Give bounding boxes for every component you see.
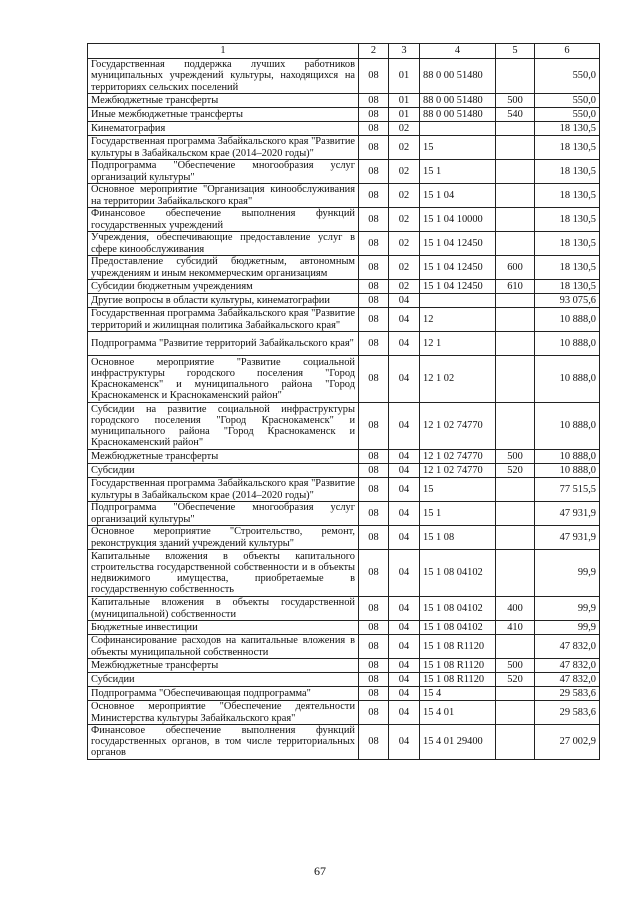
amount: 10 888,0 xyxy=(535,332,600,356)
amount: 47 931,9 xyxy=(535,502,600,526)
section-code: 08 xyxy=(359,403,389,450)
row-name: Финансовое обеспечение выполнения функций государственных учреждений xyxy=(88,208,359,232)
header-cell: 3 xyxy=(389,44,420,59)
row-name: Государственная программа Забайкальского края "Развитие культуры в Забайкальском крае (2014–2020 годы)" xyxy=(88,478,359,502)
table-row xyxy=(88,464,600,478)
table-row xyxy=(88,635,600,659)
amount: 10 888,0 xyxy=(535,308,600,332)
amount: 10 888,0 xyxy=(535,403,600,450)
section-code: 08 xyxy=(359,332,389,356)
section-code: 08 xyxy=(359,673,389,687)
target-article-code: 15 xyxy=(420,478,496,502)
page-number: 67 xyxy=(314,864,326,878)
subsection-code: 04 xyxy=(389,294,420,308)
amount: 47 832,0 xyxy=(535,659,600,673)
amount: 99,9 xyxy=(535,621,600,635)
row-name: Межбюджетные трансферты xyxy=(88,450,359,464)
amount: 18 130,5 xyxy=(535,208,600,232)
table-row xyxy=(88,526,600,550)
table-row xyxy=(88,280,600,294)
row-name: Капитальные вложения в объекты государственной (муниципальной) собственности xyxy=(88,597,359,621)
amount: 18 130,5 xyxy=(535,136,600,160)
expense-type-code: 500 xyxy=(496,659,535,673)
amount: 550,0 xyxy=(535,108,600,122)
target-article-code: 15 4 01 xyxy=(420,701,496,725)
amount: 18 130,5 xyxy=(535,232,600,256)
expense-type-code xyxy=(496,502,535,526)
target-article-code: 12 xyxy=(420,308,496,332)
target-article-code: 12 1 02 74770 xyxy=(420,450,496,464)
expense-type-code xyxy=(496,232,535,256)
subsection-code: 01 xyxy=(389,59,420,94)
table-row xyxy=(88,232,600,256)
expense-type-code xyxy=(496,478,535,502)
expense-type-code xyxy=(496,294,535,308)
table-row xyxy=(88,356,600,403)
row-name: Подпрограмма "Обеспечение многообразия услуг организаций культуры" xyxy=(88,160,359,184)
expense-type-code xyxy=(496,332,535,356)
amount: 18 130,5 xyxy=(535,184,600,208)
row-name: Субсидии xyxy=(88,464,359,478)
table-row xyxy=(88,725,600,760)
subsection-code: 04 xyxy=(389,478,420,502)
table-row xyxy=(88,94,600,108)
target-article-code: 15 1 04 xyxy=(420,184,496,208)
subsection-code: 04 xyxy=(389,526,420,550)
section-code: 08 xyxy=(359,635,389,659)
table-row xyxy=(88,450,600,464)
table-row xyxy=(88,403,600,450)
header-cell: 2 xyxy=(359,44,389,59)
section-code: 08 xyxy=(359,59,389,94)
target-article-code: 15 1 08 R1120 xyxy=(420,659,496,673)
row-name: Бюджетные инвестиции xyxy=(88,621,359,635)
row-name: Государственная программа Забайкальского края "Развитие культуры в Забайкальском крае (2014–2020 годы)" xyxy=(88,136,359,160)
subsection-code: 04 xyxy=(389,701,420,725)
header-cell: 6 xyxy=(535,44,600,59)
subsection-code: 04 xyxy=(389,464,420,478)
section-code: 08 xyxy=(359,478,389,502)
section-code: 08 xyxy=(359,184,389,208)
section-code: 08 xyxy=(359,280,389,294)
expense-type-code xyxy=(496,635,535,659)
table-row xyxy=(88,136,600,160)
subsection-code: 04 xyxy=(389,550,420,597)
amount: 550,0 xyxy=(535,94,600,108)
expense-type-code xyxy=(496,687,535,701)
amount: 18 130,5 xyxy=(535,160,600,184)
target-article-code: 15 1 08 04102 xyxy=(420,621,496,635)
table-row xyxy=(88,659,600,673)
target-article-code: 15 1 08 04102 xyxy=(420,597,496,621)
header-cell: 1 xyxy=(88,44,359,59)
section-code: 08 xyxy=(359,550,389,597)
table-row xyxy=(88,184,600,208)
subsection-code: 04 xyxy=(389,356,420,403)
target-article-code: 15 1 08 xyxy=(420,526,496,550)
expense-type-code xyxy=(496,701,535,725)
subsection-code: 04 xyxy=(389,597,420,621)
amount: 29 583,6 xyxy=(535,687,600,701)
target-article-code: 15 1 08 04102 xyxy=(420,550,496,597)
row-name: Подпрограмма "Развитие территорий Забайкальского края" xyxy=(88,332,359,356)
row-name: Межбюджетные трансферты xyxy=(88,659,359,673)
row-name: Другие вопросы в области культуры, кинематографии xyxy=(88,294,359,308)
table-body xyxy=(88,59,600,760)
table-row xyxy=(88,701,600,725)
target-article-code: 15 4 xyxy=(420,687,496,701)
expense-type-code xyxy=(496,160,535,184)
target-article-code: 15 1 08 R1120 xyxy=(420,635,496,659)
table-row xyxy=(88,256,600,280)
target-article-code: 12 1 02 74770 xyxy=(420,403,496,450)
expense-type-code: 400 xyxy=(496,597,535,621)
section-code: 08 xyxy=(359,256,389,280)
table-row xyxy=(88,332,600,356)
expense-type-code xyxy=(496,526,535,550)
expense-type-code: 520 xyxy=(496,673,535,687)
row-name: Основное мероприятие "Строительство, ремонт, реконструкция зданий учреждений культуры" xyxy=(88,526,359,550)
section-code: 08 xyxy=(359,450,389,464)
subsection-code: 04 xyxy=(389,659,420,673)
target-article-code xyxy=(420,294,496,308)
amount: 47 832,0 xyxy=(535,673,600,687)
subsection-code: 02 xyxy=(389,184,420,208)
table-row xyxy=(88,308,600,332)
row-name: Предоставление субсидий бюджетным, автономным учреждениям и иным некоммерческим организациям xyxy=(88,256,359,280)
row-name: Подпрограмма "Обеспечивающая подпрограмма" xyxy=(88,687,359,701)
target-article-code: 15 1 xyxy=(420,502,496,526)
target-article-code: 15 4 01 29400 xyxy=(420,725,496,760)
row-name: Государственная поддержка лучших работников муниципальных учреждений культуры, находящихся на территориях сельских поселений xyxy=(88,59,359,94)
table-row xyxy=(88,687,600,701)
table-row xyxy=(88,160,600,184)
amount: 550,0 xyxy=(535,59,600,94)
table-row xyxy=(88,108,600,122)
subsection-code: 04 xyxy=(389,687,420,701)
amount: 10 888,0 xyxy=(535,356,600,403)
header-row xyxy=(88,44,600,59)
row-name: Субсидии бюджетным учреждениям xyxy=(88,280,359,294)
row-name: Иные межбюджетные трансферты xyxy=(88,108,359,122)
subsection-code: 04 xyxy=(389,673,420,687)
section-code: 08 xyxy=(359,308,389,332)
amount: 99,9 xyxy=(535,550,600,597)
expense-type-code xyxy=(496,208,535,232)
section-code: 08 xyxy=(359,356,389,403)
section-code: 08 xyxy=(359,687,389,701)
expense-type-code xyxy=(496,725,535,760)
expense-type-code: 600 xyxy=(496,256,535,280)
row-name: Межбюджетные трансферты xyxy=(88,94,359,108)
section-code: 08 xyxy=(359,701,389,725)
expense-type-code xyxy=(496,356,535,403)
amount: 99,9 xyxy=(535,597,600,621)
target-article-code: 12 1 02 74770 xyxy=(420,464,496,478)
subsection-code: 04 xyxy=(389,502,420,526)
section-code: 08 xyxy=(359,208,389,232)
subsection-code: 01 xyxy=(389,108,420,122)
table-row xyxy=(88,208,600,232)
section-code: 08 xyxy=(359,136,389,160)
expense-type-code xyxy=(496,136,535,160)
subsection-code: 04 xyxy=(389,725,420,760)
row-name: Субсидии xyxy=(88,673,359,687)
row-name: Основное мероприятие "Организация кинообслуживания на территории Забайкальского края" xyxy=(88,184,359,208)
subsection-code: 01 xyxy=(389,94,420,108)
target-article-code: 12 1 xyxy=(420,332,496,356)
row-name: Софинансирование расходов на капитальные вложения в объекты муниципальной собственности xyxy=(88,635,359,659)
expense-type-code xyxy=(496,403,535,450)
expense-type-code: 410 xyxy=(496,621,535,635)
target-article-code xyxy=(420,122,496,136)
row-name: Капитальные вложения в объекты капитального строительства государственной собственности и в объекты недвижимого имущества, приобретаемые в государственную собственность xyxy=(88,550,359,597)
table-row xyxy=(88,597,600,621)
target-article-code: 12 1 02 xyxy=(420,356,496,403)
row-name: Основное мероприятие "Развитие социальной инфраструктуры городского поселения "Город Краснокаменск" и муниципального района "Город Краснокаменск и Краснокаменский район" xyxy=(88,356,359,403)
section-code: 08 xyxy=(359,464,389,478)
amount: 18 130,5 xyxy=(535,280,600,294)
target-article-code: 15 1 04 12450 xyxy=(420,256,496,280)
section-code: 08 xyxy=(359,122,389,136)
amount: 10 888,0 xyxy=(535,450,600,464)
section-code: 08 xyxy=(359,108,389,122)
section-code: 08 xyxy=(359,232,389,256)
row-name: Подпрограмма "Обеспечение многообразия услуг организаций культуры" xyxy=(88,502,359,526)
expense-type-code: 540 xyxy=(496,108,535,122)
header-cell: 5 xyxy=(496,44,535,59)
target-article-code: 88 0 00 51480 xyxy=(420,59,496,94)
subsection-code: 04 xyxy=(389,621,420,635)
expense-type-code xyxy=(496,122,535,136)
row-name: Основное мероприятие "Обеспечение деятельности Министерства культуры Забайкальского края" xyxy=(88,701,359,725)
subsection-code: 04 xyxy=(389,635,420,659)
section-code: 08 xyxy=(359,597,389,621)
subsection-code: 02 xyxy=(389,122,420,136)
amount: 29 583,6 xyxy=(535,701,600,725)
subsection-code: 02 xyxy=(389,136,420,160)
expense-type-code: 610 xyxy=(496,280,535,294)
amount: 18 130,5 xyxy=(535,122,600,136)
amount: 18 130,5 xyxy=(535,256,600,280)
target-article-code: 15 1 08 R1120 xyxy=(420,673,496,687)
table-row xyxy=(88,122,600,136)
section-code: 08 xyxy=(359,94,389,108)
budget-table xyxy=(87,43,600,760)
table-row xyxy=(88,478,600,502)
row-name: Субсидии на развитие социальной инфраструктуры городского поселения "Город Краснокаменск" и муниципального района "Город Краснокаменск и Краснокаменский район" xyxy=(88,403,359,450)
target-article-code: 88 0 00 51480 xyxy=(420,108,496,122)
expense-type-code xyxy=(496,308,535,332)
section-code: 08 xyxy=(359,725,389,760)
amount: 27 002,9 xyxy=(535,725,600,760)
amount: 93 075,6 xyxy=(535,294,600,308)
amount: 47 931,9 xyxy=(535,526,600,550)
target-article-code: 15 1 04 12450 xyxy=(420,232,496,256)
expense-type-code: 500 xyxy=(496,450,535,464)
table-row xyxy=(88,59,600,94)
expense-type-code xyxy=(496,550,535,597)
subsection-code: 04 xyxy=(389,308,420,332)
table-row xyxy=(88,294,600,308)
target-article-code: 15 1 04 12450 xyxy=(420,280,496,294)
subsection-code: 04 xyxy=(389,450,420,464)
section-code: 08 xyxy=(359,621,389,635)
section-code: 08 xyxy=(359,502,389,526)
table-row xyxy=(88,550,600,597)
row-name: Кинематография xyxy=(88,122,359,136)
target-article-code: 15 1 04 10000 xyxy=(420,208,496,232)
subsection-code: 02 xyxy=(389,232,420,256)
row-name: Государственная программа Забайкальского края "Развитие территорий и жилищная политика Забайкальского края" xyxy=(88,308,359,332)
amount: 47 832,0 xyxy=(535,635,600,659)
row-name: Финансовое обеспечение выполнения функций государственных органов, в том числе территориальных органов xyxy=(88,725,359,760)
amount: 77 515,5 xyxy=(535,478,600,502)
section-code: 08 xyxy=(359,160,389,184)
table-row xyxy=(88,502,600,526)
table-row xyxy=(88,621,600,635)
subsection-code: 04 xyxy=(389,403,420,450)
section-code: 08 xyxy=(359,659,389,673)
expense-type-code: 500 xyxy=(496,94,535,108)
subsection-code: 04 xyxy=(389,332,420,356)
target-article-code: 88 0 00 51480 xyxy=(420,94,496,108)
amount: 10 888,0 xyxy=(535,464,600,478)
subsection-code: 02 xyxy=(389,280,420,294)
table-row xyxy=(88,673,600,687)
section-code: 08 xyxy=(359,294,389,308)
subsection-code: 02 xyxy=(389,208,420,232)
expense-type-code xyxy=(496,184,535,208)
subsection-code: 02 xyxy=(389,160,420,184)
header-cell: 4 xyxy=(420,44,496,59)
row-name: Учреждения, обеспечивающие предоставление услуг в сфере кинообслуживания xyxy=(88,232,359,256)
subsection-code: 02 xyxy=(389,256,420,280)
expense-type-code: 520 xyxy=(496,464,535,478)
target-article-code: 15 1 xyxy=(420,160,496,184)
target-article-code: 15 xyxy=(420,136,496,160)
section-code: 08 xyxy=(359,526,389,550)
expense-type-code xyxy=(496,59,535,94)
